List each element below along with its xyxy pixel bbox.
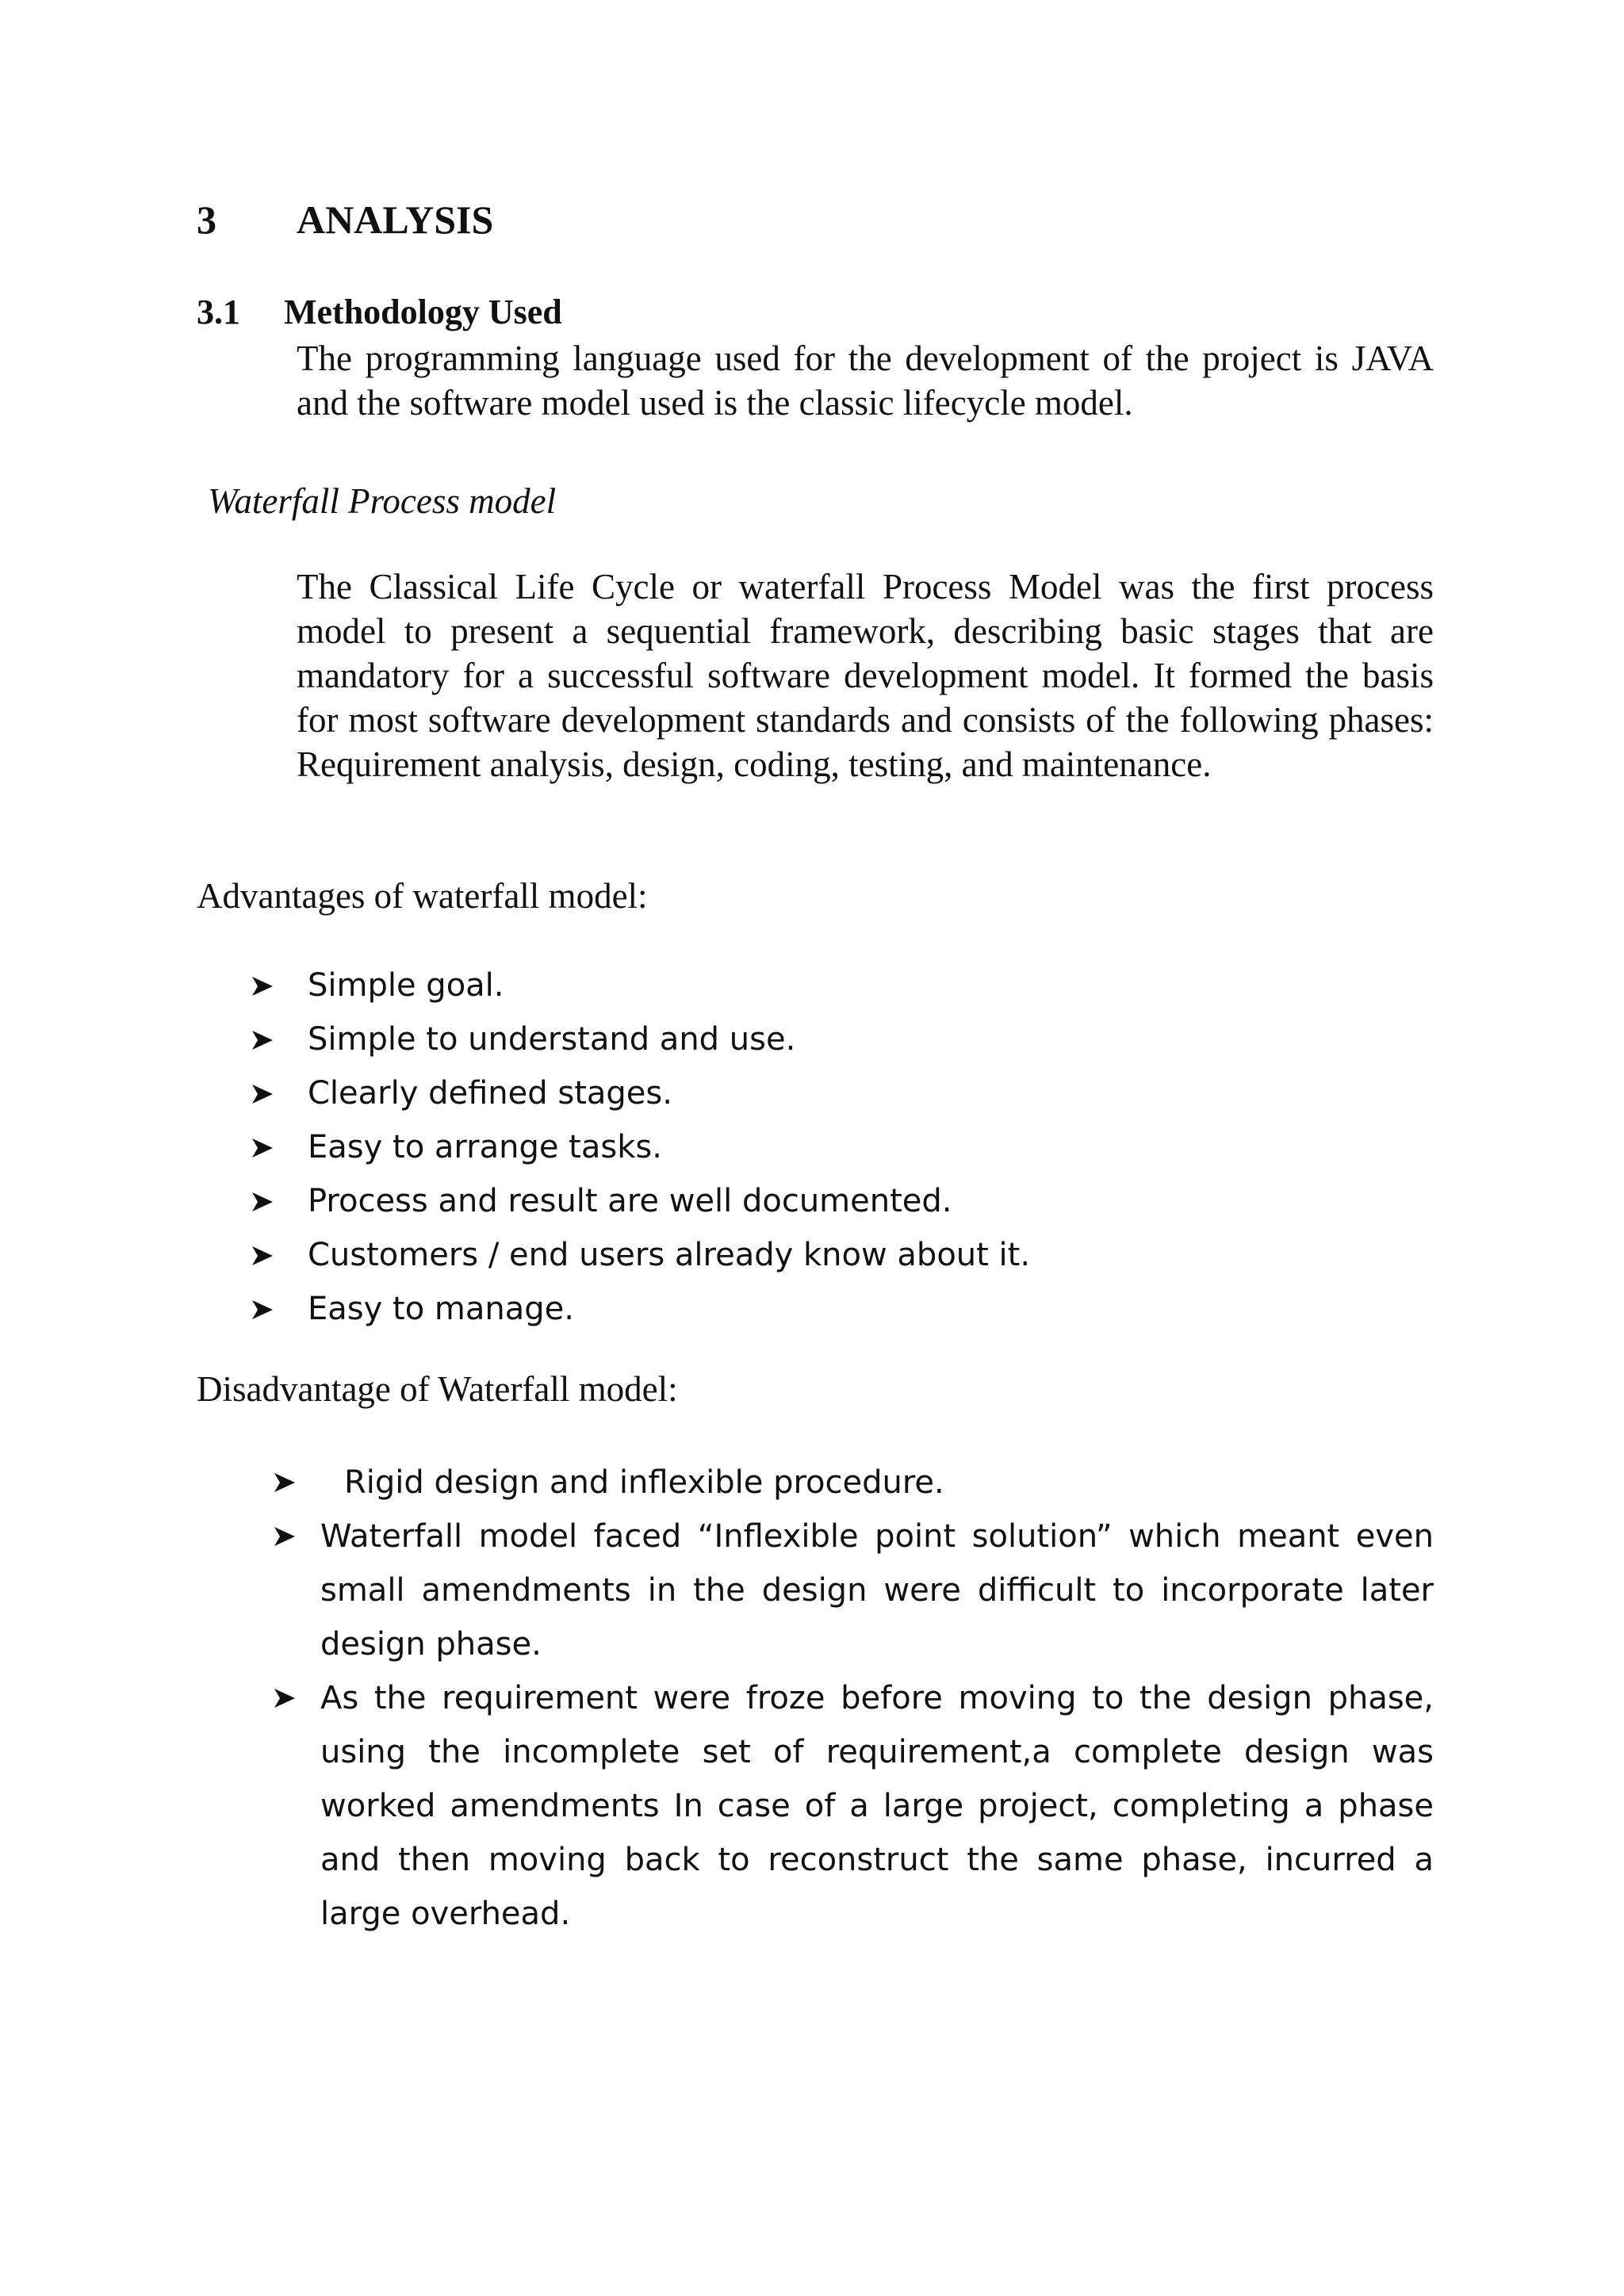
disadvantage-text: Waterfall model faced “Inflexible point solution” which meant even small amendments in the design were difficult to incorporate later design phase.: [320, 1518, 1434, 1663]
section-title: ANALYSIS: [297, 197, 494, 242]
subsection-title: Methodology Used: [284, 293, 562, 331]
advantage-text: Process and result are well documented.: [308, 1183, 952, 1219]
advantages-label: Advantages of waterfall model:: [197, 876, 648, 916]
advantage-text: Simple to understand and use.: [308, 1021, 796, 1058]
arrow-bullet-icon: [251, 1234, 281, 1276]
section-heading: [197, 197, 493, 243]
arrow-bullet-icon: [251, 1018, 281, 1061]
waterfall-subheading: Waterfall Process model: [208, 481, 557, 521]
arrow-bullet-icon: [251, 964, 281, 1007]
list-item: [251, 1288, 1030, 1341]
arrow-bullet-icon: [251, 1126, 281, 1169]
disadvantage-text: As the requirement were froze before moving to the design phase, using the incomplete set of requirement,a complete design was worked amendments In case of a large project, completing a phase and then moving back to reconstruct the same phase, incurred a large overhead.: [320, 1680, 1434, 1932]
arrow-bullet-icon: [251, 1072, 281, 1115]
list-item: [251, 1234, 1030, 1288]
advantages-list: [251, 964, 1030, 1341]
disadvantages-list: [273, 1456, 1434, 1941]
waterfall-paragraph: The Classical Life Cycle or waterfall Process Model was the first process model to present a sequential framework, describing basic stages that are mandatory for a successful software development model. It formed the basis for most software development standards and consists of the following phases: Requirement analysis, design, coding, testing, and maintenance.: [297, 567, 1434, 784]
advantage-text: Easy to manage.: [308, 1291, 574, 1327]
list-item: [251, 1126, 1030, 1180]
section-number: 3: [197, 197, 216, 242]
list-item: [251, 1180, 1030, 1234]
advantage-text: Customers / end users already know about it.: [308, 1237, 1031, 1273]
list-item: [273, 1510, 1434, 1671]
arrow-bullet-icon: [273, 1671, 303, 1725]
advantage-text: Clearly defined stages.: [308, 1075, 672, 1112]
subsection-heading: [197, 292, 562, 332]
disadvantage-text: Rigid design and inflexible procedure.: [344, 1464, 944, 1501]
list-item: [273, 1456, 1434, 1510]
arrow-bullet-icon: [273, 1510, 303, 1563]
arrow-bullet-icon: [251, 1288, 281, 1330]
intro-paragraph: The programming language used for the development of the project is JAVA and the software model used is the classic lifecycle model.: [297, 339, 1434, 423]
list-item: [251, 1072, 1030, 1126]
subsection-number: 3.1: [197, 293, 240, 331]
advantage-text: Easy to arrange tasks.: [308, 1129, 662, 1165]
disadvantages-label: Disadvantage of Waterfall model:: [197, 1369, 678, 1409]
advantage-text: Simple goal.: [308, 967, 504, 1004]
arrow-bullet-icon: [251, 1180, 281, 1223]
list-item: [251, 1018, 1030, 1072]
list-item: [251, 964, 1030, 1018]
arrow-bullet-icon: [273, 1456, 303, 1510]
list-item: [273, 1671, 1434, 1941]
